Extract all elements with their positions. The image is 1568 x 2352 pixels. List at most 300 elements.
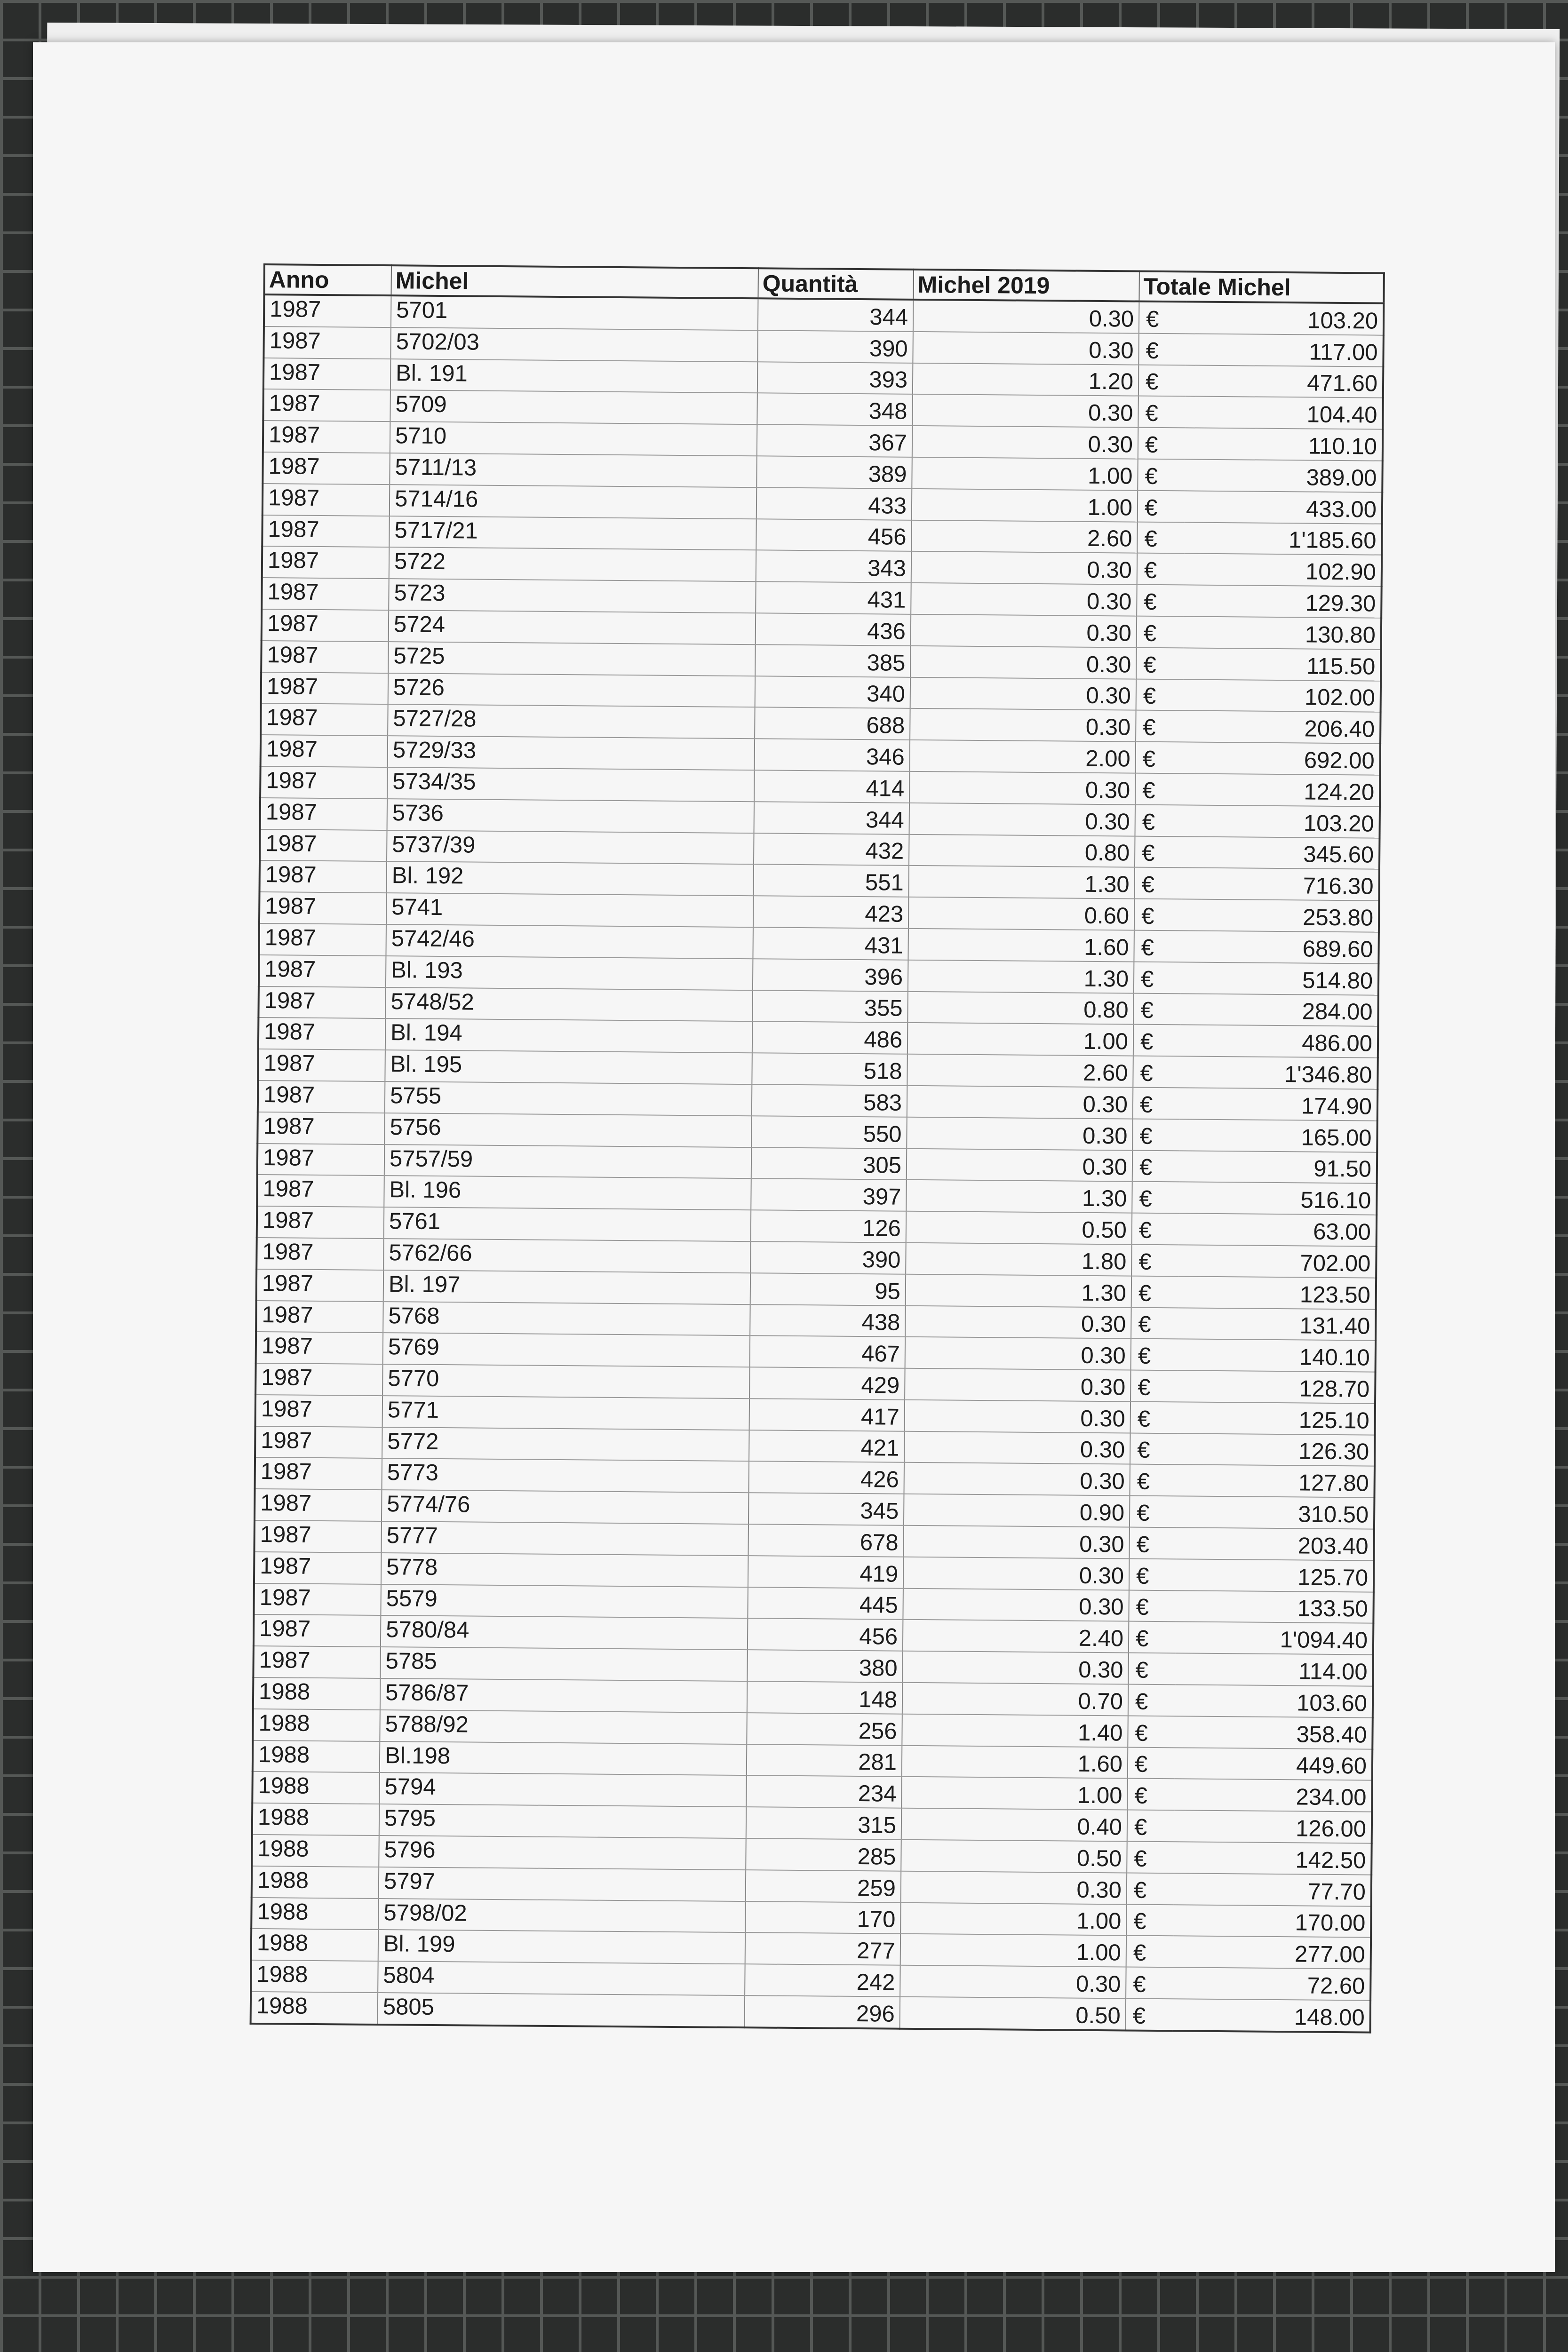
cell-quantita: 389: [756, 456, 912, 488]
cell-totale: 124.20: [1182, 773, 1380, 806]
cell-michel: 5724: [389, 610, 756, 644]
cell-totale: 77.70: [1174, 1873, 1372, 1906]
cell-currency: €: [1137, 616, 1184, 648]
cell-michel-2019: 0.30: [903, 1526, 1130, 1559]
cell-michel-2019: 0.80: [907, 991, 1134, 1025]
cell-currency: €: [1128, 1653, 1176, 1685]
cell-michel: 5579: [381, 1584, 748, 1619]
cell-michel-2019: 0.50: [906, 1211, 1132, 1245]
cell-currency: €: [1138, 490, 1185, 522]
cell-quantita: 433: [756, 487, 912, 520]
cell-currency: €: [1128, 1747, 1175, 1779]
cell-michel: Bl. 191: [390, 359, 758, 393]
cell-totale: 140.10: [1178, 1339, 1376, 1372]
cell-quantita: 305: [751, 1147, 907, 1180]
cell-anno: 1988: [252, 1803, 380, 1836]
cell-currency: €: [1131, 1276, 1179, 1308]
cell-anno: 1988: [252, 1772, 380, 1804]
cell-michel: 5726: [388, 673, 756, 707]
cell-currency: €: [1126, 1967, 1173, 1999]
cell-currency: €: [1136, 710, 1183, 742]
header-michel: Michel: [391, 265, 758, 298]
cell-totale: 206.40: [1183, 711, 1381, 744]
cell-michel: 5762/66: [383, 1239, 751, 1273]
cell-quantita: 518: [752, 1053, 907, 1085]
cell-michel-2019: 1.00: [907, 1023, 1134, 1056]
cell-anno: 1987: [256, 1300, 383, 1333]
cell-anno: 1987: [263, 358, 391, 390]
cell-michel: Bl. 194: [385, 1018, 753, 1053]
cell-currency: €: [1138, 396, 1186, 428]
cell-michel-2019: 1.60: [908, 929, 1134, 962]
cell-anno: 1987: [262, 515, 390, 548]
cell-anno: 1988: [253, 1709, 380, 1741]
cell-anno: 1987: [264, 294, 391, 327]
cell-currency: €: [1130, 1370, 1178, 1402]
cell-michel-2019: 1.00: [900, 1902, 1127, 1936]
cell-totale: 433.00: [1185, 491, 1383, 524]
cell-michel: 5711/13: [390, 453, 757, 487]
cell-michel-2019: 1.60: [902, 1745, 1128, 1779]
cell-michel-2019: 0.30: [907, 1148, 1133, 1182]
cell-currency: €: [1134, 899, 1182, 931]
cell-michel-2019: 1.20: [913, 363, 1139, 396]
cell-anno: 1987: [256, 1269, 384, 1302]
cell-michel: 5755: [385, 1081, 752, 1116]
cell-currency: €: [1130, 1496, 1177, 1528]
cell-currency: €: [1134, 930, 1181, 962]
cell-currency: €: [1133, 1025, 1181, 1057]
cell-michel: 5714/16: [390, 485, 757, 519]
cell-michel: 5798/02: [378, 1899, 746, 1933]
header-anno: Anno: [264, 264, 391, 295]
cell-quantita: 583: [752, 1084, 907, 1117]
cell-totale: 253.80: [1181, 899, 1379, 932]
stamp-inventory-table: [250, 263, 1385, 2033]
cell-quantita: 688: [755, 707, 910, 740]
cell-totale: 692.00: [1183, 742, 1381, 775]
cell-currency: €: [1129, 1590, 1176, 1622]
cell-quantita: 431: [756, 581, 911, 614]
cell-michel-2019: 0.30: [901, 1871, 1127, 1905]
cell-currency: €: [1132, 1119, 1180, 1151]
cell-currency: €: [1127, 1779, 1175, 1811]
cell-totale: 148.00: [1173, 1999, 1371, 2032]
cell-totale: 165.00: [1179, 1119, 1377, 1152]
cell-currency: €: [1128, 1716, 1175, 1748]
cell-anno: 1987: [259, 923, 386, 956]
cell-michel-2019: 0.30: [913, 300, 1139, 334]
cell-totale: 449.60: [1175, 1748, 1373, 1780]
cell-anno: 1987: [260, 829, 387, 862]
cell-michel: 5748/52: [385, 987, 753, 1022]
cell-michel-2019: 0.30: [909, 771, 1136, 805]
cell-anno: 1987: [259, 892, 387, 924]
cell-anno: 1987: [254, 1520, 382, 1553]
cell-quantita: 550: [751, 1116, 907, 1148]
cell-quantita: 277: [745, 1933, 901, 1965]
cell-anno: 1987: [261, 672, 389, 705]
cell-michel-2019: 1.40: [902, 1714, 1128, 1748]
cell-totale: 127.80: [1177, 1465, 1375, 1498]
cell-anno: 1987: [262, 578, 389, 610]
cell-totale: 131.40: [1178, 1308, 1376, 1341]
cell-michel: 5725: [388, 642, 756, 676]
cell-currency: €: [1132, 1213, 1179, 1245]
cell-quantita: 340: [755, 676, 911, 708]
cell-michel-2019: 0.30: [905, 1337, 1131, 1370]
cell-currency: €: [1137, 585, 1184, 617]
cell-quantita: 315: [746, 1807, 902, 1839]
header-totale-michel: Totale Michel: [1139, 271, 1384, 303]
cell-totale: 102.00: [1183, 679, 1381, 712]
cell-totale: 130.80: [1184, 616, 1382, 649]
cell-quantita: 385: [755, 644, 911, 677]
cell-michel-2019: 1.30: [908, 866, 1135, 899]
cell-quantita: 344: [754, 802, 910, 834]
cell-michel: 5778: [381, 1553, 748, 1587]
cell-michel: 5756: [384, 1113, 752, 1147]
cell-currency: €: [1126, 1904, 1174, 1936]
cell-anno: 1988: [252, 1866, 379, 1899]
cell-anno: 1987: [260, 798, 388, 830]
cell-michel-2019: 1.00: [900, 1934, 1127, 1967]
cell-quantita: 467: [750, 1335, 906, 1368]
cell-totale: 142.50: [1174, 1842, 1372, 1875]
cell-currency: €: [1138, 333, 1186, 365]
cell-totale: 389.00: [1185, 459, 1383, 492]
cell-currency: €: [1134, 961, 1181, 993]
cell-currency: €: [1126, 1936, 1174, 1968]
cell-michel-2019: 0.30: [904, 1431, 1130, 1464]
cell-totale: 117.00: [1186, 334, 1384, 366]
cell-anno: 1987: [263, 326, 391, 359]
cell-totale: 133.50: [1176, 1590, 1374, 1623]
cell-quantita: 148: [747, 1681, 903, 1714]
cell-michel-2019: 2.60: [907, 1054, 1133, 1088]
cell-michel: 5795: [379, 1804, 747, 1838]
cell-michel-2019: 0.30: [911, 551, 1138, 585]
cell-currency: €: [1130, 1401, 1178, 1433]
cell-michel: 5736: [387, 799, 755, 833]
cell-michel-2019: 1.00: [912, 489, 1138, 522]
cell-anno: 1988: [253, 1677, 381, 1710]
cell-totale: 203.40: [1176, 1527, 1374, 1560]
cell-quantita: 414: [754, 770, 910, 803]
cell-michel: 5717/21: [389, 516, 756, 550]
cell-anno: 1987: [258, 1017, 386, 1050]
cell-quantita: 431: [753, 927, 908, 960]
cell-anno: 1987: [261, 641, 389, 673]
cell-anno: 1987: [258, 1081, 385, 1113]
cell-michel-2019: 0.30: [910, 708, 1136, 742]
cell-totale: 702.00: [1178, 1245, 1377, 1278]
cell-anno: 1987: [261, 703, 388, 736]
cell-quantita: 296: [745, 1995, 900, 2028]
cell-michel: 5757/59: [384, 1144, 752, 1179]
cell-michel-2019: 0.30: [905, 1400, 1131, 1433]
cell-michel-2019: 0.30: [904, 1462, 1130, 1496]
cell-michel: 5788/92: [380, 1710, 747, 1744]
cell-currency: €: [1138, 428, 1186, 460]
cell-quantita: 95: [750, 1273, 906, 1305]
cell-quantita: 423: [753, 896, 909, 928]
cell-michel-2019: 0.30: [912, 426, 1138, 459]
cell-totale: 345.60: [1182, 836, 1380, 869]
cell-quantita: 436: [756, 613, 911, 645]
cell-michel-2019: 0.60: [908, 897, 1135, 930]
cell-michel-2019: 0.30: [903, 1557, 1130, 1590]
cell-totale: 110.10: [1185, 428, 1383, 461]
cell-michel-2019: 0.30: [910, 646, 1137, 679]
cell-anno: 1988: [251, 1929, 379, 1961]
cell-quantita: 429: [749, 1367, 905, 1399]
cell-anno: 1987: [261, 735, 388, 767]
cell-michel: 5770: [382, 1364, 750, 1398]
cell-michel-2019: 1.30: [906, 1274, 1132, 1307]
cell-anno: 1987: [253, 1646, 381, 1678]
cell-currency: €: [1139, 302, 1186, 334]
cell-currency: €: [1136, 679, 1184, 711]
cell-quantita: 445: [748, 1587, 903, 1620]
cell-michel: Bl. 199: [378, 1930, 746, 1964]
table-body: [251, 294, 1384, 2032]
cell-currency: €: [1133, 993, 1181, 1025]
cell-michel: 5773: [382, 1459, 749, 1493]
cell-quantita: 432: [754, 833, 909, 866]
cell-anno: 1987: [254, 1614, 381, 1647]
cell-currency: €: [1129, 1527, 1177, 1559]
cell-totale: 516.10: [1179, 1182, 1377, 1215]
cell-michel-2019: 0.90: [904, 1494, 1130, 1527]
cell-michel-2019: 0.30: [911, 614, 1137, 648]
cell-anno: 1987: [254, 1552, 382, 1584]
cell-michel: 5777: [381, 1521, 748, 1556]
cell-quantita: 396: [753, 959, 908, 991]
cell-michel: 5702/03: [390, 327, 758, 362]
cell-quantita: 419: [748, 1556, 904, 1588]
cell-michel: 5774/76: [382, 1490, 749, 1524]
cell-currency: €: [1135, 773, 1183, 805]
cell-anno: 1987: [255, 1489, 382, 1521]
cell-quantita: 170: [745, 1901, 901, 1934]
cell-michel: Bl. 196: [384, 1176, 751, 1210]
cell-quantita: 345: [748, 1493, 904, 1525]
header-michel-2019: Michel 2019: [913, 270, 1139, 302]
cell-currency: €: [1136, 647, 1184, 679]
cell-totale: 103.60: [1175, 1685, 1373, 1717]
cell-michel-2019: 1.00: [901, 1777, 1128, 1810]
cell-michel-2019: 2.60: [911, 520, 1138, 553]
cell-totale: 310.50: [1177, 1496, 1375, 1529]
cell-quantita: 234: [746, 1776, 902, 1808]
cell-totale: 63.00: [1179, 1213, 1377, 1246]
cell-michel: 5794: [379, 1772, 747, 1807]
cell-currency: €: [1135, 836, 1182, 868]
cell-michel: 5722: [389, 547, 756, 581]
cell-quantita: 256: [747, 1713, 902, 1745]
cell-currency: €: [1129, 1621, 1176, 1653]
cell-anno: 1987: [258, 986, 386, 1018]
cell-totale: 358.40: [1175, 1716, 1373, 1749]
cell-currency: €: [1127, 1810, 1175, 1842]
cell-quantita: 678: [748, 1524, 904, 1557]
cell-michel: 5761: [384, 1207, 751, 1241]
cell-anno: 1987: [260, 860, 387, 893]
cell-quantita: 348: [757, 393, 913, 426]
cell-quantita: 417: [749, 1398, 905, 1431]
cell-totale: 128.70: [1178, 1370, 1376, 1403]
cell-currency: €: [1132, 1150, 1180, 1182]
cell-currency: €: [1137, 553, 1185, 585]
cell-totale: 129.30: [1184, 585, 1382, 618]
cell-currency: €: [1138, 459, 1185, 491]
cell-currency: €: [1127, 1842, 1174, 1874]
cell-totale: 126.30: [1177, 1433, 1375, 1466]
cell-michel-2019: 1.30: [906, 1180, 1132, 1213]
cell-michel: 5710: [390, 421, 757, 456]
cell-michel: Bl. 197: [383, 1270, 751, 1304]
cell-quantita: 438: [750, 1304, 906, 1337]
cell-anno: 1988: [253, 1740, 380, 1773]
cell-michel: 5741: [386, 893, 754, 927]
cell-michel-2019: 0.30: [907, 1086, 1133, 1119]
cell-totale: 102.90: [1184, 554, 1382, 587]
cell-quantita: 367: [757, 424, 913, 457]
cell-anno: 1987: [256, 1332, 383, 1364]
cell-michel: 5729/33: [388, 736, 755, 770]
cell-totale: 91.50: [1179, 1151, 1377, 1184]
cell-anno: 1987: [263, 421, 390, 453]
cell-quantita: 281: [747, 1744, 902, 1777]
cell-currency: €: [1128, 1685, 1176, 1716]
cell-currency: €: [1136, 742, 1183, 774]
cell-totale: 125.10: [1178, 1402, 1376, 1435]
cell-michel: 5709: [390, 390, 757, 425]
cell-quantita: 397: [751, 1179, 907, 1211]
cell-quantita: 390: [757, 330, 913, 363]
cell-totale: 716.30: [1181, 868, 1379, 901]
cell-michel-2019: 0.30: [910, 677, 1137, 710]
cell-totale: 1'094.40: [1176, 1622, 1374, 1655]
cell-totale: 277.00: [1173, 1936, 1371, 1969]
cell-quantita: 421: [749, 1430, 905, 1462]
cell-anno: 1987: [257, 1143, 385, 1176]
cell-totale: 234.00: [1174, 1779, 1372, 1812]
cell-michel-2019: 0.30: [900, 1965, 1126, 1999]
cell-michel-2019: 0.30: [905, 1305, 1131, 1339]
cell-michel: 5734/35: [387, 767, 755, 802]
cell-totale: 514.80: [1181, 962, 1379, 995]
cell-currency: €: [1135, 804, 1182, 836]
cell-michel: 5780/84: [381, 1616, 748, 1650]
cell-anno: 1987: [255, 1363, 383, 1396]
stamp-inventory-sheet: [250, 263, 1383, 2033]
cell-michel: 5723: [389, 579, 756, 613]
cell-totale: 170.00: [1173, 1905, 1371, 1938]
cell-totale: 103.20: [1186, 302, 1384, 335]
cell-anno: 1987: [254, 1583, 381, 1616]
cell-quantita: 380: [747, 1650, 903, 1682]
cell-michel-2019: 0.30: [909, 803, 1136, 836]
cell-currency: €: [1132, 1182, 1179, 1214]
cell-quantita: 344: [758, 298, 914, 331]
cell-currency: €: [1133, 1056, 1180, 1088]
cell-quantita: 259: [746, 1870, 901, 1902]
cell-totale: 284.00: [1180, 993, 1378, 1026]
cell-anno: 1988: [251, 1992, 378, 2025]
cell-totale: 123.50: [1178, 1276, 1377, 1309]
cell-totale: 1'185.60: [1184, 522, 1382, 555]
cell-totale: 471.60: [1186, 365, 1384, 398]
cell-michel: 5768: [383, 1302, 750, 1336]
cell-quantita: 456: [748, 1619, 903, 1651]
cell-michel: 5804: [378, 1961, 745, 1995]
cell-michel: Bl. 195: [385, 1050, 752, 1084]
cell-michel-2019: 0.30: [902, 1651, 1129, 1685]
cell-michel-2019: 1.80: [906, 1243, 1132, 1276]
cell-totale: 114.00: [1175, 1653, 1373, 1686]
cell-michel: 5797: [379, 1867, 746, 1901]
cell-quantita: 551: [753, 865, 909, 897]
cell-michel: Bl. 193: [386, 956, 753, 990]
cell-michel: 5772: [382, 1427, 749, 1462]
cell-michel: 5771: [382, 1396, 750, 1430]
cell-totale: 486.00: [1180, 1025, 1378, 1058]
cell-michel: 5737/39: [387, 830, 754, 865]
cell-totale: 72.60: [1173, 1968, 1371, 2001]
cell-totale: 174.90: [1180, 1088, 1378, 1120]
cell-currency: €: [1130, 1464, 1177, 1496]
cell-michel-2019: 1.00: [912, 457, 1138, 491]
cell-anno: 1987: [263, 389, 390, 421]
cell-michel-2019: 0.30: [907, 1117, 1133, 1151]
cell-currency: €: [1131, 1244, 1179, 1276]
cell-anno: 1987: [255, 1457, 382, 1490]
cell-quantita: 486: [752, 1022, 908, 1054]
cell-michel: 5701: [391, 295, 758, 330]
cell-currency: €: [1129, 1558, 1177, 1590]
cell-totale: 103.20: [1182, 805, 1380, 838]
cell-michel-2019: 0.30: [912, 394, 1138, 428]
cell-totale: 1'346.80: [1180, 1056, 1378, 1089]
cell-currency: €: [1127, 1873, 1174, 1905]
cell-quantita: 346: [755, 739, 910, 771]
cell-anno: 1987: [257, 1206, 384, 1239]
cell-michel-2019: 2.40: [903, 1620, 1129, 1653]
cell-michel: 5805: [378, 1993, 745, 2027]
cell-currency: €: [1133, 1087, 1180, 1119]
cell-quantita: 242: [745, 1964, 900, 1996]
cell-anno: 1987: [263, 452, 390, 485]
cell-totale: 689.60: [1181, 930, 1379, 963]
cell-michel-2019: 0.70: [902, 1683, 1129, 1716]
cell-currency: €: [1130, 1433, 1178, 1465]
cell-michel-2019: 0.30: [913, 332, 1139, 365]
cell-anno: 1987: [259, 955, 386, 987]
cell-totale: 126.00: [1174, 1811, 1372, 1843]
cell-michel-2019: 0.30: [903, 1588, 1129, 1621]
cell-currency: €: [1137, 522, 1185, 554]
cell-currency: €: [1126, 1999, 1173, 2031]
cell-quantita: 343: [756, 550, 912, 583]
cell-anno: 1987: [256, 1238, 384, 1270]
cell-quantita: 126: [751, 1210, 907, 1242]
cell-anno: 1987: [263, 484, 390, 516]
cell-anno: 1987: [255, 1426, 382, 1459]
cell-totale: 115.50: [1183, 648, 1381, 681]
cell-anno: 1987: [262, 546, 390, 579]
